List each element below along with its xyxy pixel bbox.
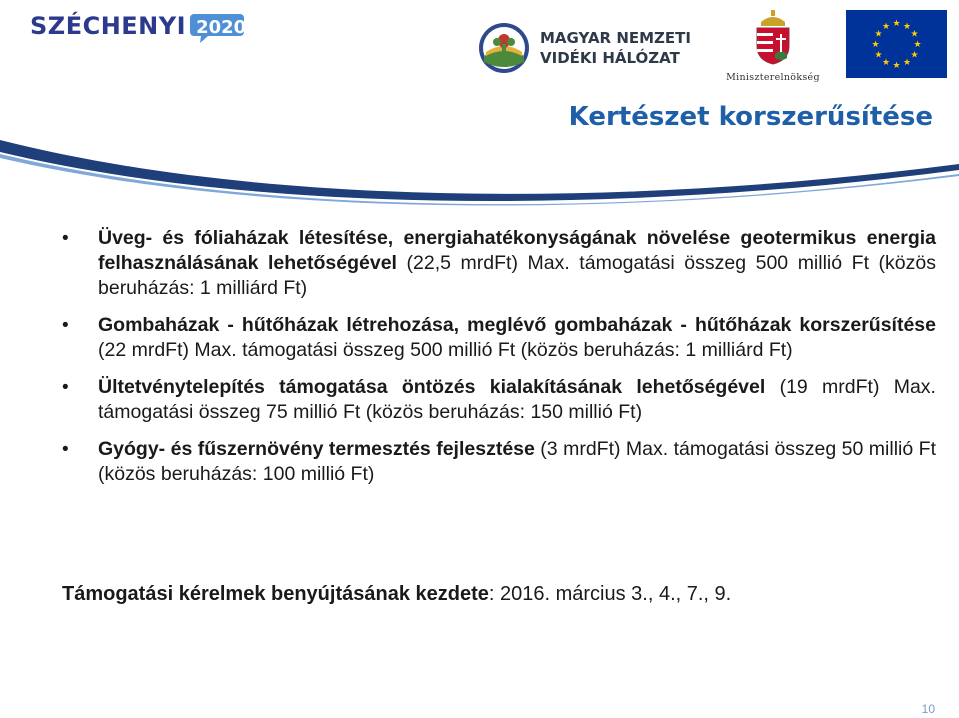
measure-details: (3 mrdFt) Max. támogatási összeg 50 millió Ft (közös beruházás: 100 millió Ft) [98,438,936,485]
measure-title: Ültetvénytelepítés támogatása öntözés kialakításának lehetőségével [98,376,766,398]
list-item [62,226,936,301]
list-item [62,313,936,363]
svg-text:★: ★ [913,40,922,50]
svg-text:★: ★ [910,50,919,61]
application-start-label: Támogatási kérelmek benyújtásának kezdete [62,583,489,605]
measure-title: Üveg- és fóliaházak létesítése, energiahatékonyságának növelése geotermikus energia felhasználásának lehetőségével [98,227,936,274]
header-divider-band [0,140,959,218]
svg-text:★: ★ [902,58,912,68]
mnvh-emblem-icon [478,22,530,74]
application-start-line [62,583,731,606]
bullet-icon: • [62,315,69,336]
measure-title: Gyógy- és fűszernövény termesztés fejlesztése [98,438,535,460]
list-item [62,437,936,487]
mnvh-line-1: MAGYAR NEMZETI [540,29,691,47]
measure-details: (22,5 mrdFt) Max. támogatási összeg 500 millió Ft (közös beruházás: 1 milliárd Ft) [98,252,936,299]
bullet-icon: • [62,228,69,249]
header [0,0,959,88]
svg-text:★: ★ [874,50,883,61]
measure-details: (19 mrdFt) Max. támogatási összeg 75 millió Ft (közös beruházás: 150 millió Ft) [98,376,936,423]
eu-flag-icon [846,10,947,78]
szechenyi-year-badge [190,10,246,42]
hungarian-coat-of-arms-icon [751,8,795,66]
mnvh-logo [478,22,691,74]
svg-text:★: ★ [910,29,919,40]
application-start-dates: : 2016. március 3., 4., 7., 9. [488,583,732,605]
mnvh-line-2: VIDÉKI HÁLÓZAT [540,49,680,67]
svg-text:★: ★ [874,29,883,40]
page-number: 10 [921,702,935,716]
measure-details: (22 mrdFt) Max. támogatási összeg 500 millió Ft (közös beruházás: 1 milliárd Ft) [98,339,793,361]
szechenyi-logo-text: SZÉCHENYI [30,12,187,40]
page-title: Kertészet korszerűsítése [568,102,933,132]
ministry-logo [718,8,828,83]
mnvh-logo-text [540,28,691,68]
measure-title: Gombaházak - hűtőházak létrehozása, meglévő gombaházak - hűtőházak korszerűsítése [98,314,936,336]
ministry-label: Miniszterelnökség [726,72,820,83]
list-item [62,375,936,425]
szechenyi-year: 2020 [196,17,247,38]
szechenyi-2020-logo [30,8,246,44]
bullet-icon: • [62,377,69,398]
support-measures-list [62,226,936,499]
svg-text:★: ★ [892,19,901,29]
svg-text:★: ★ [881,22,891,32]
svg-text:★: ★ [881,58,891,68]
svg-text:★: ★ [871,40,880,50]
bullet-icon: • [62,439,69,460]
svg-text:★: ★ [902,22,912,32]
svg-text:★: ★ [892,61,901,71]
